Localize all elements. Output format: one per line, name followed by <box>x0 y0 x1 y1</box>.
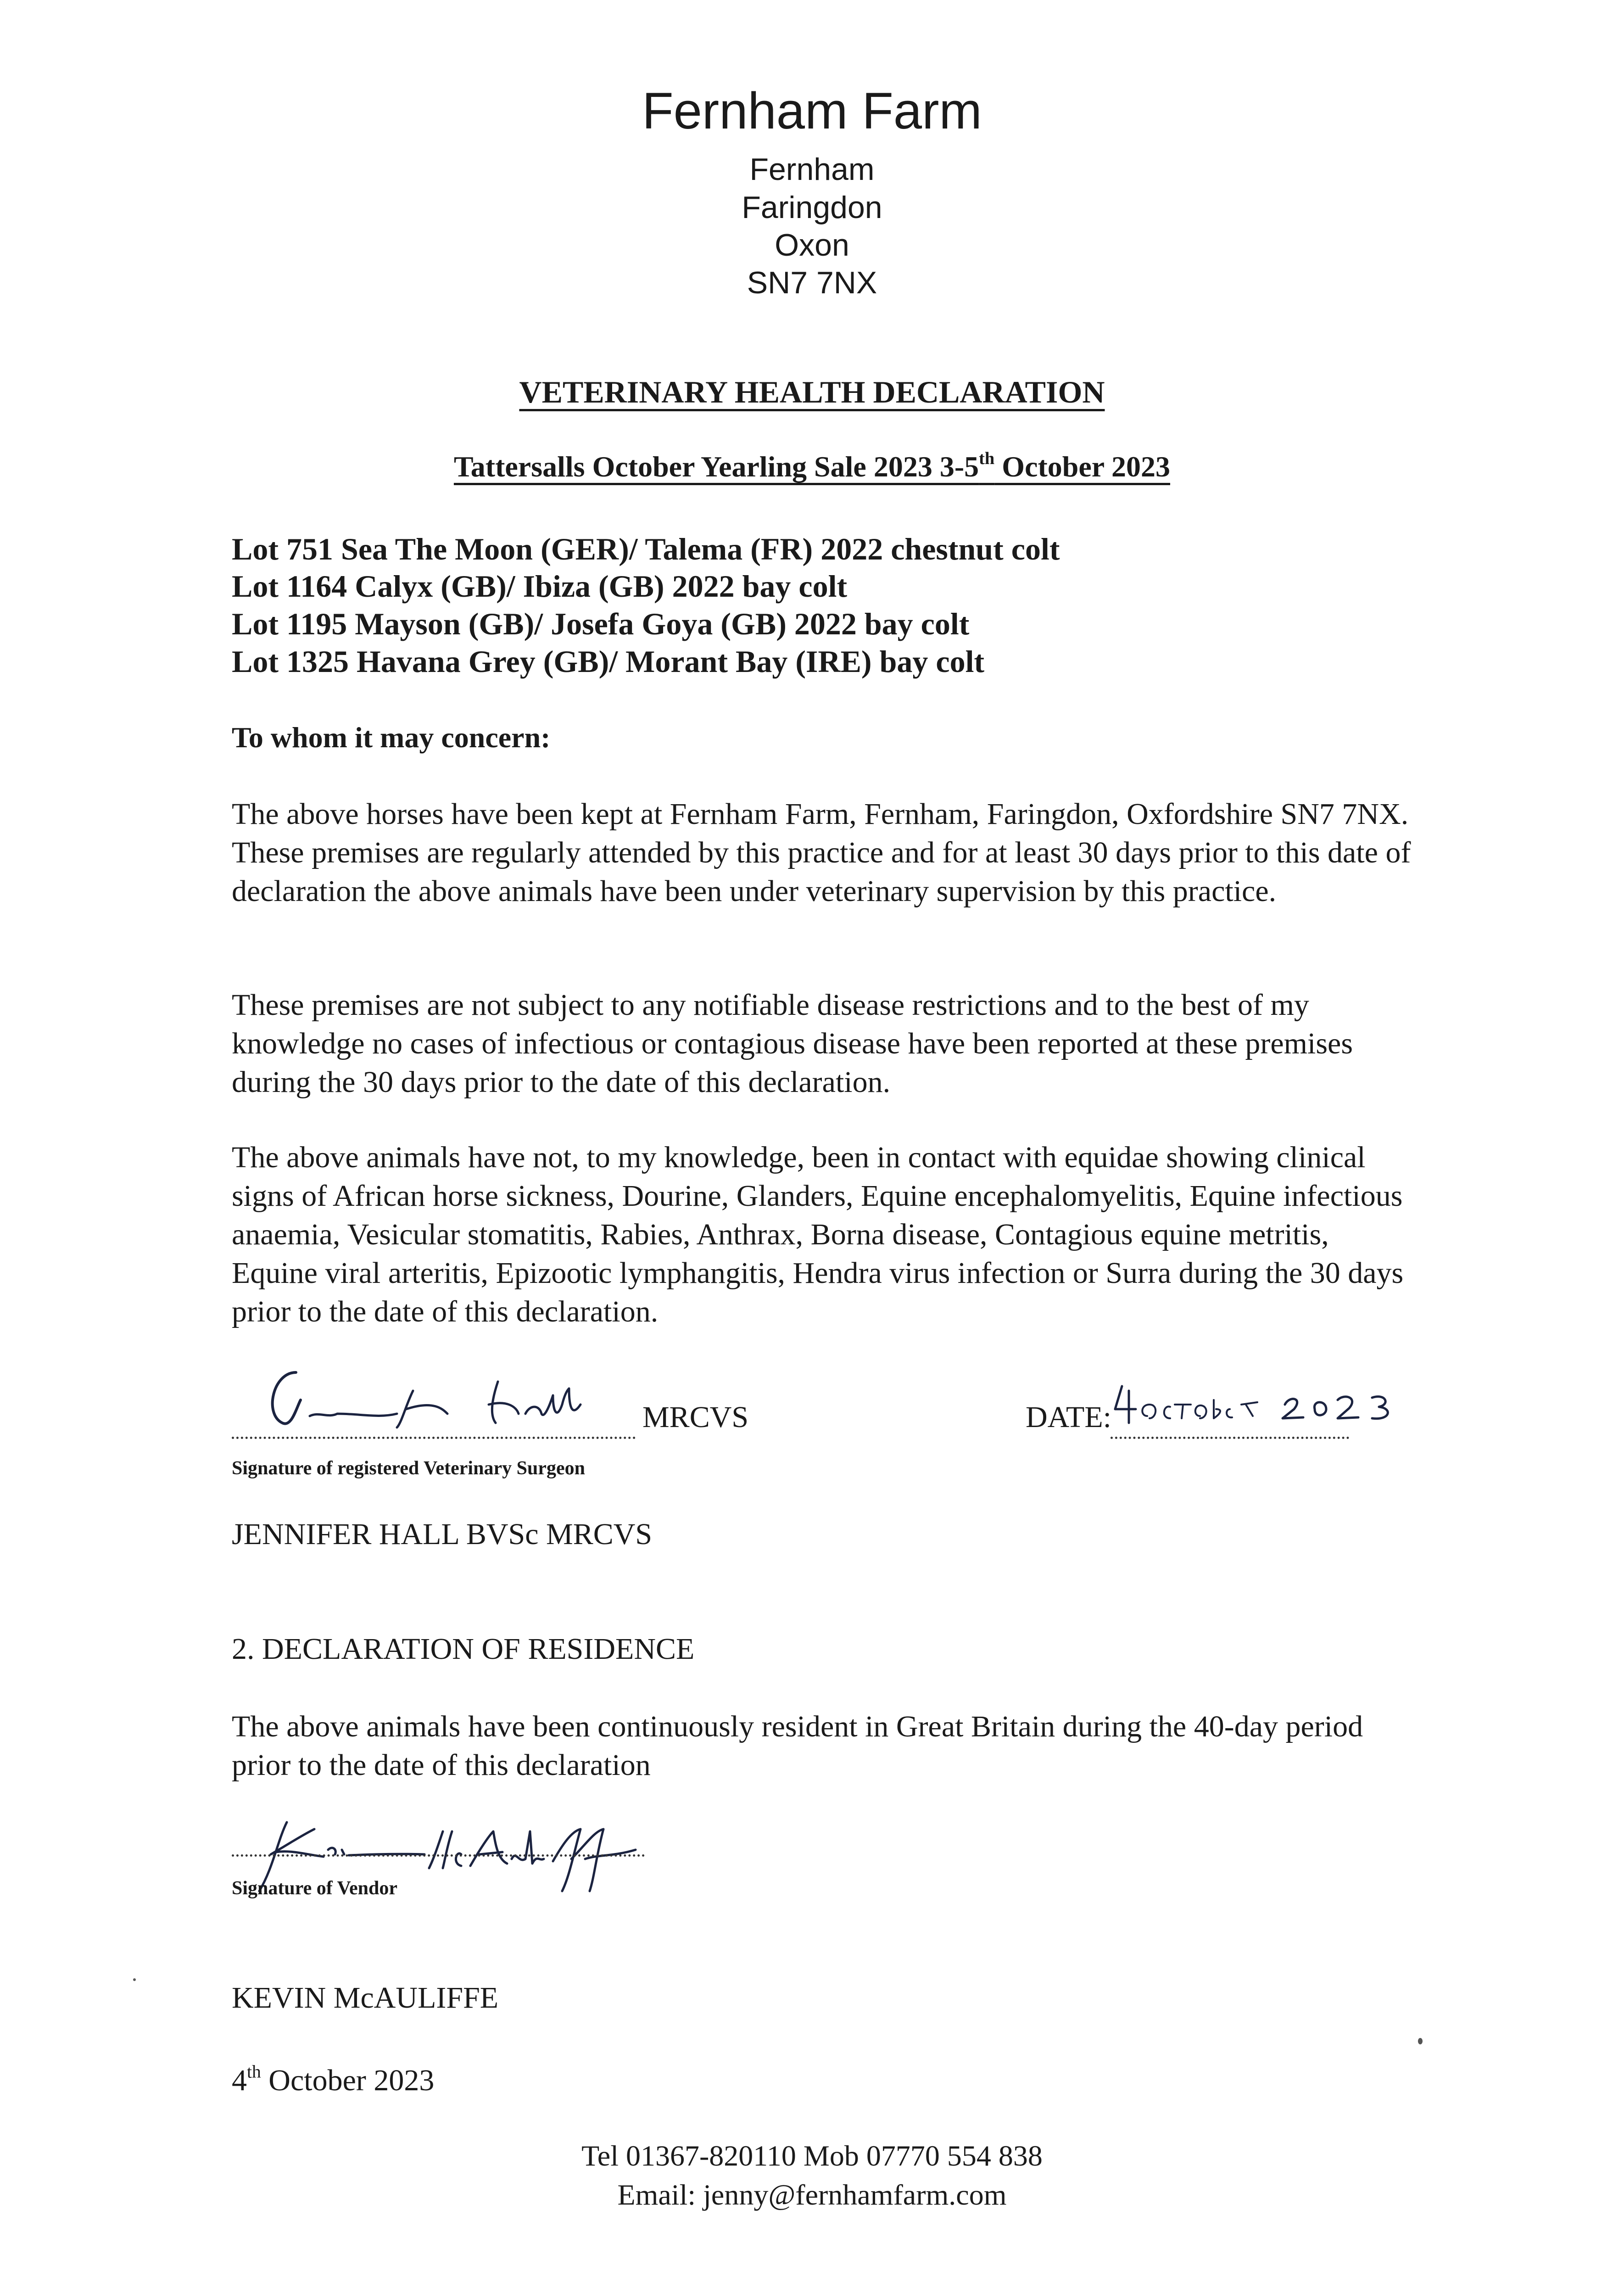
lot-line-751: Lot 751 Sea The Moon (GER)/ Talema (FR) 2022 chestnut colt <box>232 532 1060 566</box>
address-line-3: Oxon <box>775 228 849 263</box>
date-label: DATE: <box>1026 1400 1111 1434</box>
declaration-date: 4th October 2023 <box>232 2061 435 2097</box>
vet-signature-line <box>232 1437 636 1439</box>
address-line-4: SN7 7NX <box>747 265 877 300</box>
scan-speck <box>1418 2038 1423 2044</box>
paragraph-premises: The above horses have been kept at Fernham Farm, Fernham, Faringdon, Oxfordshire SN7 7NX. These premises are regularly attended by this practice and for at least 30 days prior to this date of declaration the above animals have been under veterinary supervision by this practice. <box>232 797 1411 908</box>
date-line <box>1111 1437 1349 1439</box>
vendor-signature-line <box>232 1854 645 1857</box>
letterhead-title: Fernham Farm <box>642 82 982 140</box>
document-title: VETERINARY HEALTH DECLARATION <box>519 375 1105 409</box>
scan-speck <box>133 1978 136 1981</box>
residence-heading: 2. DECLARATION OF RESIDENCE <box>232 1632 695 1666</box>
address-line-2: Faringdon <box>742 190 882 225</box>
lot-line-1325: Lot 1325 Havana Grey (GB)/ Morant Bay (IRE) bay colt <box>232 644 985 679</box>
address-line-1: Fernham <box>749 152 875 187</box>
footer-phone-numbers: Tel 01367-820110 Mob 07770 554 838 <box>581 2139 1043 2172</box>
vet-signature <box>232 1354 645 1446</box>
residence-text: The above animals have been continuously resident in Great Britain during the 40-day period prior to the date of this declaration <box>232 1710 1363 1782</box>
salutation: To whom it may concern: <box>232 721 551 754</box>
paragraph-contact-equidae: The above animals have not, to my knowledge, been in contact with equidae showing clinical signs of African horse sickness, Dourine, Glanders, Equine encephalomyelitis, Equine infectious anaemia, Vesicular stomatitis, Rabies, Anthrax, Borna disease, Contagious equine metritis, Equine viral arteritis, Epizootic lymphangitis, Hendra virus infection or Surra during the 30 days prior to the date of this declaration. <box>232 1141 1404 1328</box>
lot-line-1164: Lot 1164 Calyx (GB)/ Ibiza (GB) 2022 bay colt <box>232 569 848 604</box>
vet-signature-caption: Signature of registered Veterinary Surgeon <box>232 1458 585 1479</box>
vendor-signature-caption: Signature of Vendor <box>232 1878 397 1899</box>
paragraph-disease-restrictions: These premises are not subject to any notifiable disease restrictions and to the best of my knowledge no cases of infectious or contagious disease have been reported at these premises during the 30 days prior to the date of this declaration. <box>232 988 1353 1099</box>
vet-signature-suffix: MRCVS <box>642 1400 749 1434</box>
vet-printed-name: JENNIFER HALL BVSc MRCVS <box>232 1517 653 1551</box>
sale-subtitle: Tattersalls October Yearling Sale 2023 3-5th October 2023 <box>453 449 1171 483</box>
handwritten-date <box>1111 1372 1432 1437</box>
footer-email: Email: jenny@fernhamfarm.com <box>617 2178 1007 2211</box>
vendor-printed-name: KEVIN McAULIFFE <box>232 1981 499 2015</box>
lot-line-1195: Lot 1195 Mayson (GB)/ Josefa Goya (GB) 2022 bay colt <box>232 606 970 641</box>
